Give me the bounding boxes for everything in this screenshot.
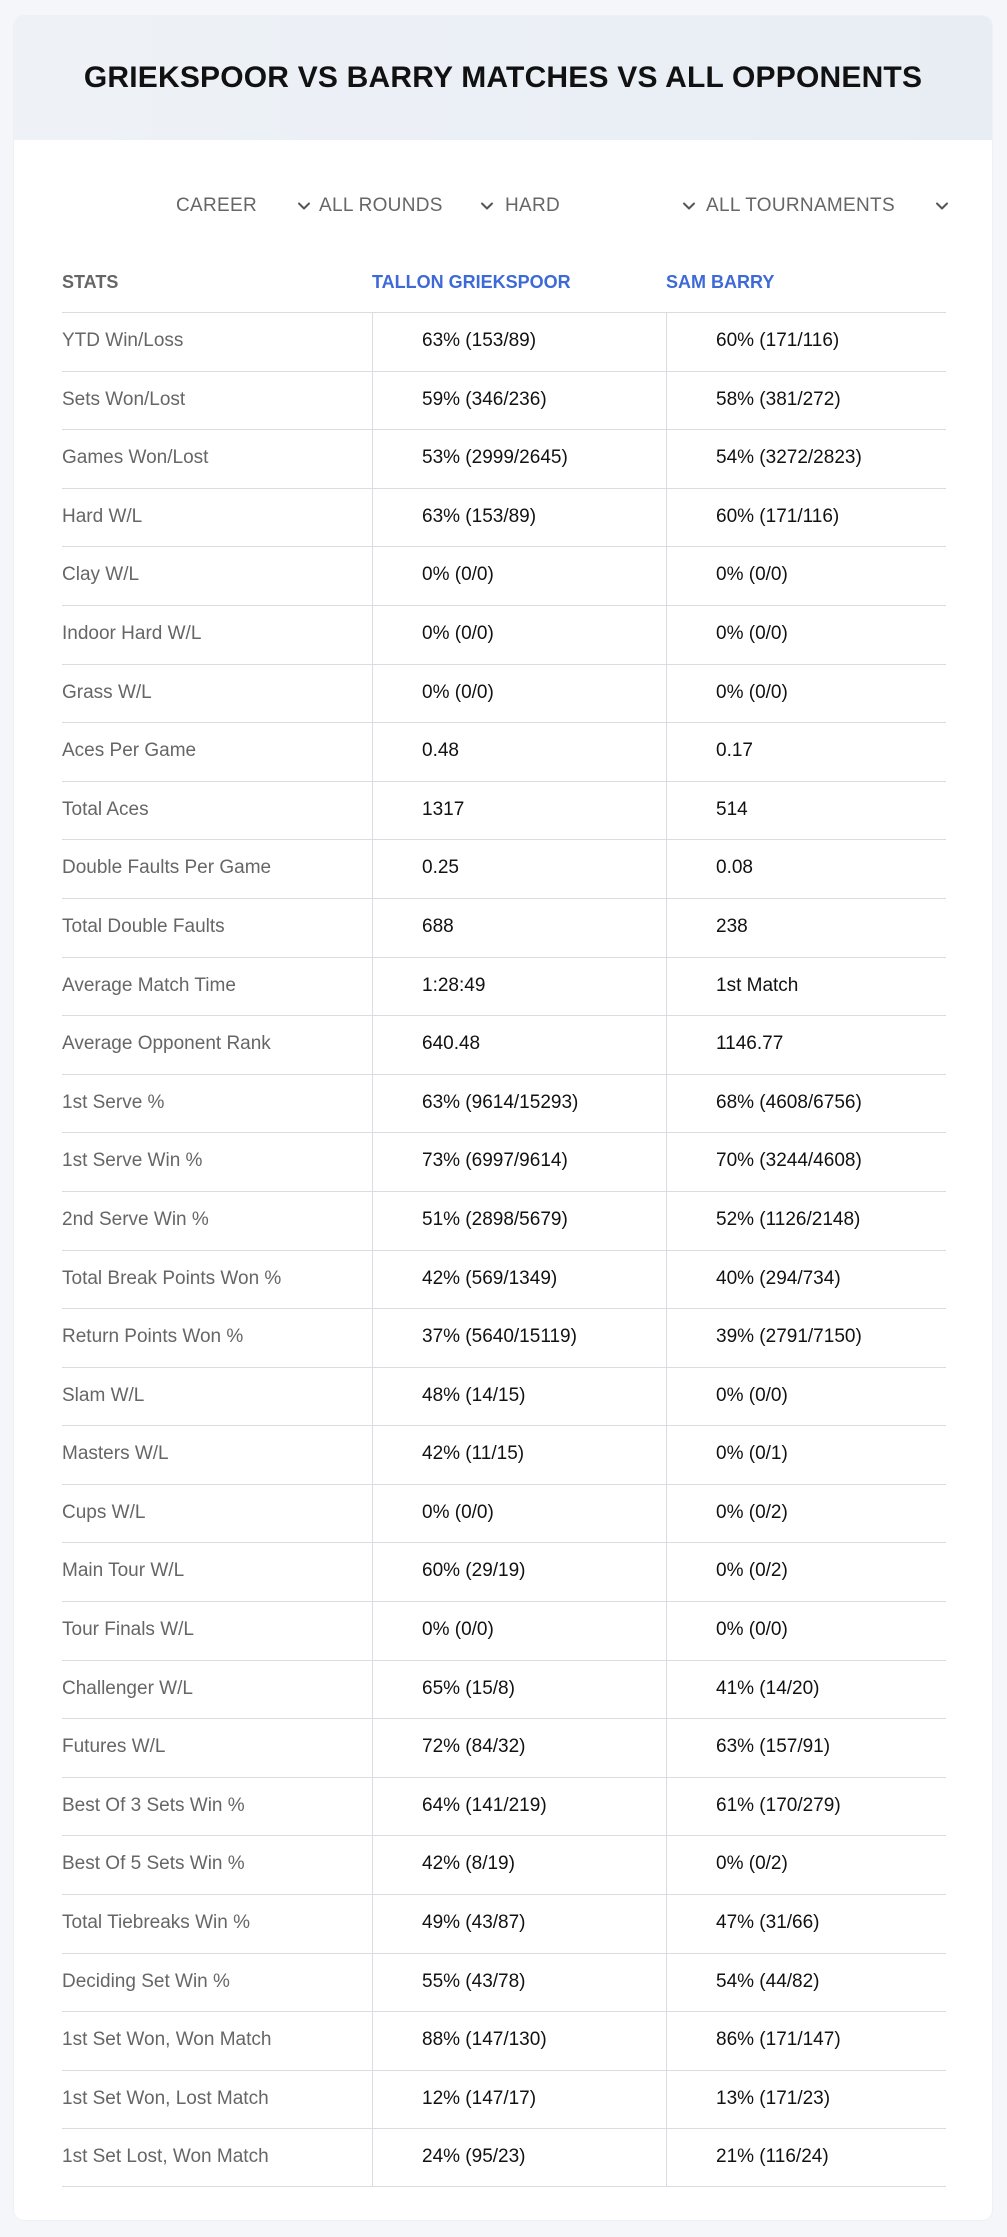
- player1-cell: [372, 1485, 666, 1543]
- table-row: [62, 1132, 946, 1191]
- stats-card: [14, 16, 992, 2220]
- column-header-stats: STATS: [62, 272, 119, 292]
- player1-value: 42% (569/1349): [422, 1267, 558, 1289]
- player1-cell: [372, 782, 666, 840]
- row-label: Total Tiebreaks Win %: [62, 1912, 250, 1934]
- player2-value: 0% (0/2): [716, 1560, 788, 1582]
- player2-value: 40% (294/734): [716, 1267, 841, 1289]
- row-label: Games Won/Lost: [62, 447, 209, 469]
- table-row: [62, 1015, 946, 1074]
- chevron-down-icon: [296, 198, 312, 214]
- row-label: Double Faults Per Game: [62, 857, 272, 879]
- player2-value: 0.08: [716, 857, 753, 879]
- player2-cell: [666, 1133, 946, 1191]
- row-label: 1st Serve %: [62, 1091, 165, 1113]
- player2-value: 0.17: [716, 740, 753, 762]
- table-row: [62, 781, 946, 840]
- table-row: [62, 1367, 946, 1426]
- player2-value: 39% (2791/7150): [716, 1326, 862, 1348]
- player1-value: 63% (153/89): [422, 505, 537, 527]
- player2-cell: [666, 1192, 946, 1250]
- row-label: Grass W/L: [62, 681, 152, 703]
- player2-value: 238: [716, 915, 748, 937]
- table-row: [62, 2070, 946, 2129]
- player2-cell: [666, 1719, 946, 1777]
- player2-value: 0% (0/0): [716, 622, 788, 644]
- row-label: Tour Finals W/L: [62, 1619, 194, 1641]
- table-row: [62, 1660, 946, 1719]
- row-label: Return Points Won %: [62, 1326, 244, 1348]
- player1-cell: [372, 1543, 666, 1601]
- page-header: [14, 16, 992, 140]
- player1-value: 1:28:49: [422, 974, 486, 996]
- player1-cell: [372, 430, 666, 488]
- player1-value: 55% (43/78): [422, 1970, 526, 1992]
- row-label: 1st Set Won, Lost Match: [62, 2087, 269, 2109]
- player1-value: 688: [422, 915, 454, 937]
- table-row: [62, 546, 946, 605]
- row-label: Total Double Faults: [62, 915, 225, 937]
- filter-rounds-label: ALL ROUNDS: [319, 195, 443, 216]
- table-row: [62, 1718, 946, 1777]
- player1-cell: [372, 665, 666, 723]
- table-row: [62, 1425, 946, 1484]
- table-row: [62, 957, 946, 1016]
- row-label: Sets Won/Lost: [62, 388, 186, 410]
- player2-cell: [666, 958, 946, 1016]
- player2-value: 514: [716, 798, 748, 820]
- player1-cell: [372, 606, 666, 664]
- player1-cell: [372, 1426, 666, 1484]
- player2-cell: [666, 2012, 946, 2070]
- player2-cell: [666, 606, 946, 664]
- row-label: Best Of 3 Sets Win %: [62, 1794, 245, 1816]
- player1-value: 24% (95/23): [422, 2146, 526, 2168]
- player1-value: 88% (147/130): [422, 2029, 547, 2051]
- player1-cell: [372, 1251, 666, 1309]
- player1-value: 12% (147/17): [422, 2087, 537, 2109]
- player1-cell: [372, 2012, 666, 2070]
- player2-cell: [666, 840, 946, 898]
- player2-cell: [666, 1602, 946, 1660]
- table-row: [62, 1250, 946, 1309]
- player2-cell: [666, 723, 946, 781]
- row-label: YTD Win/Loss: [62, 330, 184, 351]
- player2-cell: [666, 313, 946, 371]
- chevron-down-icon: [681, 198, 697, 214]
- player1-cell: [372, 1192, 666, 1250]
- player1-cell: [372, 1368, 666, 1426]
- filter-career-label: CAREER: [176, 195, 257, 216]
- player2-value: 13% (171/23): [716, 2087, 831, 2109]
- player1-value: 73% (6997/9614): [422, 1150, 568, 1172]
- player2-cell: [666, 1661, 946, 1719]
- row-label: Slam W/L: [62, 1384, 145, 1406]
- table-row: [62, 1894, 946, 1953]
- table-row: [62, 2011, 946, 2070]
- player2-cell: [666, 372, 946, 430]
- player2-cell: [666, 1954, 946, 2012]
- player1-cell: [372, 1602, 666, 1660]
- table-row: [62, 2128, 946, 2187]
- player1-cell: [372, 958, 666, 1016]
- player1-value: 49% (43/87): [422, 1912, 526, 1934]
- player2-value: 86% (171/147): [716, 2029, 841, 2051]
- player2-value: 41% (14/20): [716, 1677, 820, 1699]
- player1-value: 63% (153/89): [422, 330, 537, 351]
- player2-value: 21% (116/24): [716, 2146, 829, 2168]
- row-label: Total Aces: [62, 798, 149, 820]
- player2-value: 0% (0/2): [716, 1853, 788, 1875]
- table-header: [62, 266, 946, 306]
- player2-cell: [666, 1368, 946, 1426]
- table-row: [62, 488, 946, 547]
- player2-value: 0% (0/0): [716, 1384, 788, 1406]
- player2-value: 1st Match: [716, 974, 799, 996]
- filter-surface-label: HARD: [505, 195, 561, 216]
- row-label: Average Match Time: [62, 974, 236, 996]
- filter-career-select[interactable]: [176, 186, 257, 226]
- player1-value: 1317: [422, 798, 465, 820]
- player1-cell: [372, 1895, 666, 1953]
- row-label: Futures W/L: [62, 1736, 166, 1758]
- player1-value: 0% (0/0): [422, 681, 494, 703]
- player1-cell: [372, 1016, 666, 1074]
- table-row: [62, 429, 946, 488]
- filter-tournaments-label: ALL TOURNAMENTS: [706, 195, 895, 216]
- filter-rounds-select[interactable]: [319, 186, 443, 226]
- player1-cell: [372, 1075, 666, 1133]
- row-label: 1st Set Won, Won Match: [62, 2029, 272, 2051]
- player1-value: 59% (346/236): [422, 388, 547, 410]
- player2-value: 58% (381/272): [716, 388, 841, 410]
- table-row: [62, 722, 946, 781]
- player2-value: 0% (0/0): [716, 681, 788, 703]
- player1-value: 37% (5640/15119): [422, 1326, 577, 1348]
- player1-cell: [372, 1133, 666, 1191]
- player1-value: 0% (0/0): [422, 622, 494, 644]
- player2-value: 68% (4608/6756): [716, 1091, 862, 1113]
- table-row: [62, 1601, 946, 1660]
- table-row: [62, 312, 946, 371]
- player1-value: 42% (8/19): [422, 1853, 515, 1875]
- player2-cell: [666, 899, 946, 957]
- player1-value: 64% (141/219): [422, 1794, 547, 1816]
- row-label: Main Tour W/L: [62, 1560, 185, 1582]
- player2-value: 0% (0/2): [716, 1501, 788, 1523]
- player2-cell: [666, 547, 946, 605]
- player2-value: 63% (157/91): [716, 1736, 831, 1758]
- player1-cell: [372, 1719, 666, 1777]
- player2-value: 61% (170/279): [716, 1794, 841, 1816]
- player1-value: 65% (15/8): [422, 1677, 515, 1699]
- player1-cell: [372, 1954, 666, 2012]
- player2-value: 52% (1126/2148): [716, 1208, 861, 1230]
- player2-cell: [666, 1543, 946, 1601]
- player1-value: 640.48: [422, 1033, 481, 1055]
- player1-cell: [372, 723, 666, 781]
- player1-cell: [372, 1309, 666, 1367]
- player2-cell: [666, 1075, 946, 1133]
- player1-cell: [372, 1661, 666, 1719]
- player1-value: 60% (29/19): [422, 1560, 526, 1582]
- page-title: GRIEKSPOOR VS BARRY MATCHES VS ALL OPPONENTS: [83, 61, 923, 94]
- stats-table: [62, 312, 946, 2187]
- player1-cell: [372, 1778, 666, 1836]
- player2-cell: [666, 1016, 946, 1074]
- player1-cell: [372, 547, 666, 605]
- player1-value: 0% (0/0): [422, 1501, 494, 1523]
- player1-value: 53% (2999/2645): [422, 447, 568, 469]
- row-label: 1st Serve Win %: [62, 1150, 203, 1172]
- table-row: [62, 664, 946, 723]
- table-row: [62, 1953, 946, 2012]
- table-row: [62, 1308, 946, 1367]
- table-row: [62, 1191, 946, 1250]
- player2-value: 47% (31/66): [716, 1912, 820, 1934]
- row-label: Indoor Hard W/L: [62, 622, 202, 644]
- player2-cell: [666, 782, 946, 840]
- table-row: [62, 1542, 946, 1601]
- player2-cell: [666, 1251, 946, 1309]
- table-row: [62, 839, 946, 898]
- player1-cell: [372, 1836, 666, 1894]
- player2-value: 0% (0/1): [716, 1443, 788, 1465]
- player2-value: 60% (171/116): [716, 505, 840, 527]
- player2-value: 54% (3272/2823): [716, 447, 862, 469]
- player1-value: 0.25: [422, 857, 459, 879]
- row-label: 1st Set Lost, Won Match: [62, 2146, 269, 2168]
- table-row: [62, 1835, 946, 1894]
- row-label: Challenger W/L: [62, 1677, 193, 1699]
- player2-cell: [666, 1485, 946, 1543]
- filter-bar: [14, 186, 992, 226]
- player1-value: 42% (11/15): [422, 1443, 525, 1465]
- player1-cell: [372, 2071, 666, 2129]
- player2-value: 54% (44/82): [716, 1970, 820, 1992]
- player2-cell: [666, 665, 946, 723]
- player1-value: 0.48: [422, 740, 459, 762]
- player2-cell: [666, 430, 946, 488]
- player1-cell: [372, 899, 666, 957]
- table-row: [62, 371, 946, 430]
- player2-value: 60% (171/116): [716, 330, 840, 351]
- player1-value: 0% (0/0): [422, 564, 494, 586]
- player2-cell: [666, 2129, 946, 2186]
- player1-cell: [372, 489, 666, 547]
- player1-cell: [372, 840, 666, 898]
- player2-cell: [666, 1778, 946, 1836]
- row-label: Clay W/L: [62, 564, 140, 586]
- player1-cell: [372, 372, 666, 430]
- table-row: [62, 1074, 946, 1133]
- row-label: Cups W/L: [62, 1501, 146, 1523]
- player1-value: 51% (2898/5679): [422, 1208, 568, 1230]
- table-row: [62, 1484, 946, 1543]
- chevron-down-icon: [934, 198, 950, 214]
- player1-cell: [372, 313, 666, 371]
- player2-cell: [666, 1836, 946, 1894]
- row-label: Deciding Set Win %: [62, 1970, 230, 1992]
- player2-value: 0% (0/0): [716, 564, 788, 586]
- player2-value: 1146.77: [716, 1033, 784, 1055]
- player1-value: 48% (14/15): [422, 1384, 526, 1406]
- table-row: [62, 898, 946, 957]
- row-label: Hard W/L: [62, 505, 143, 527]
- filter-tournaments-select[interactable]: [706, 186, 895, 226]
- player2-cell: [666, 1895, 946, 1953]
- player2-cell: [666, 1309, 946, 1367]
- column-header-player1-link[interactable]: TALLON GRIEKSPOOR: [372, 272, 571, 292]
- player1-value: 72% (84/32): [422, 1736, 526, 1758]
- row-label: Average Opponent Rank: [62, 1033, 271, 1055]
- chevron-down-icon: [479, 198, 495, 214]
- player2-cell: [666, 1426, 946, 1484]
- row-label: Aces Per Game: [62, 740, 197, 762]
- player2-value: 0% (0/0): [716, 1619, 788, 1641]
- player2-cell: [666, 489, 946, 547]
- player2-value: 70% (3244/4608): [716, 1150, 862, 1172]
- table-row: [62, 1777, 946, 1836]
- filter-surface-select[interactable]: [505, 186, 560, 226]
- row-label: 2nd Serve Win %: [62, 1208, 209, 1230]
- player1-cell: [372, 2129, 666, 2186]
- player1-value: 0% (0/0): [422, 1619, 494, 1641]
- player1-value: 63% (9614/15293): [422, 1091, 579, 1113]
- row-label: Total Break Points Won %: [62, 1267, 282, 1289]
- column-header-player2-link[interactable]: SAM BARRY: [666, 272, 775, 292]
- player2-cell: [666, 2071, 946, 2129]
- row-label: Best Of 5 Sets Win %: [62, 1853, 245, 1875]
- table-row: [62, 605, 946, 664]
- row-label: Masters W/L: [62, 1443, 169, 1465]
